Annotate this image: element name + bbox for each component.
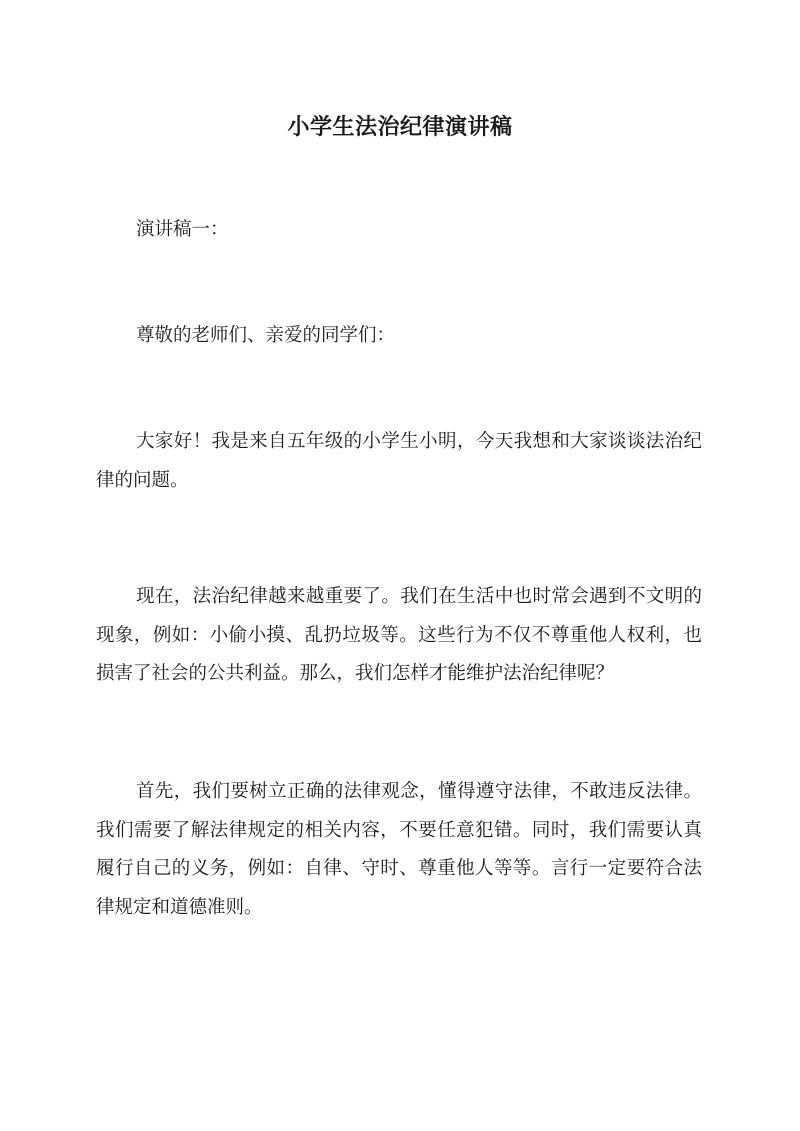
- document-title: 小学生法治纪律演讲稿: [287, 113, 513, 140]
- paragraph-greeting: 大家好！我是来自五年级的小学生小明，今天我想和大家谈谈法治纪律的问题。: [96, 431, 702, 491]
- paragraph-heading: 演讲稿一：: [136, 219, 229, 240]
- paragraph-body: 首先，我们要树立正确的法律观念，懂得遵守法律，不敢违反法律。我们需要了解法律规定的相关内容，不要任意犯错。同时，我们需要认真履行自己的义务，例如：自律、守时、尊重他人等等。言行一定要符合法律规定和道德准则。: [96, 781, 702, 918]
- paragraph-salutation: 尊敬的老师们、亲爱的同学们：: [136, 325, 396, 346]
- paragraph-body: 现在，法治纪律越来越重要了。我们在生活中也时常会遇到不文明的现象，例如：小偷小摸、乱扔垃圾等。这些行为不仅不尊重他人权利，也损害了社会的公共利益。那么，我们怎样才能维护法治纪律呢？: [96, 586, 702, 684]
